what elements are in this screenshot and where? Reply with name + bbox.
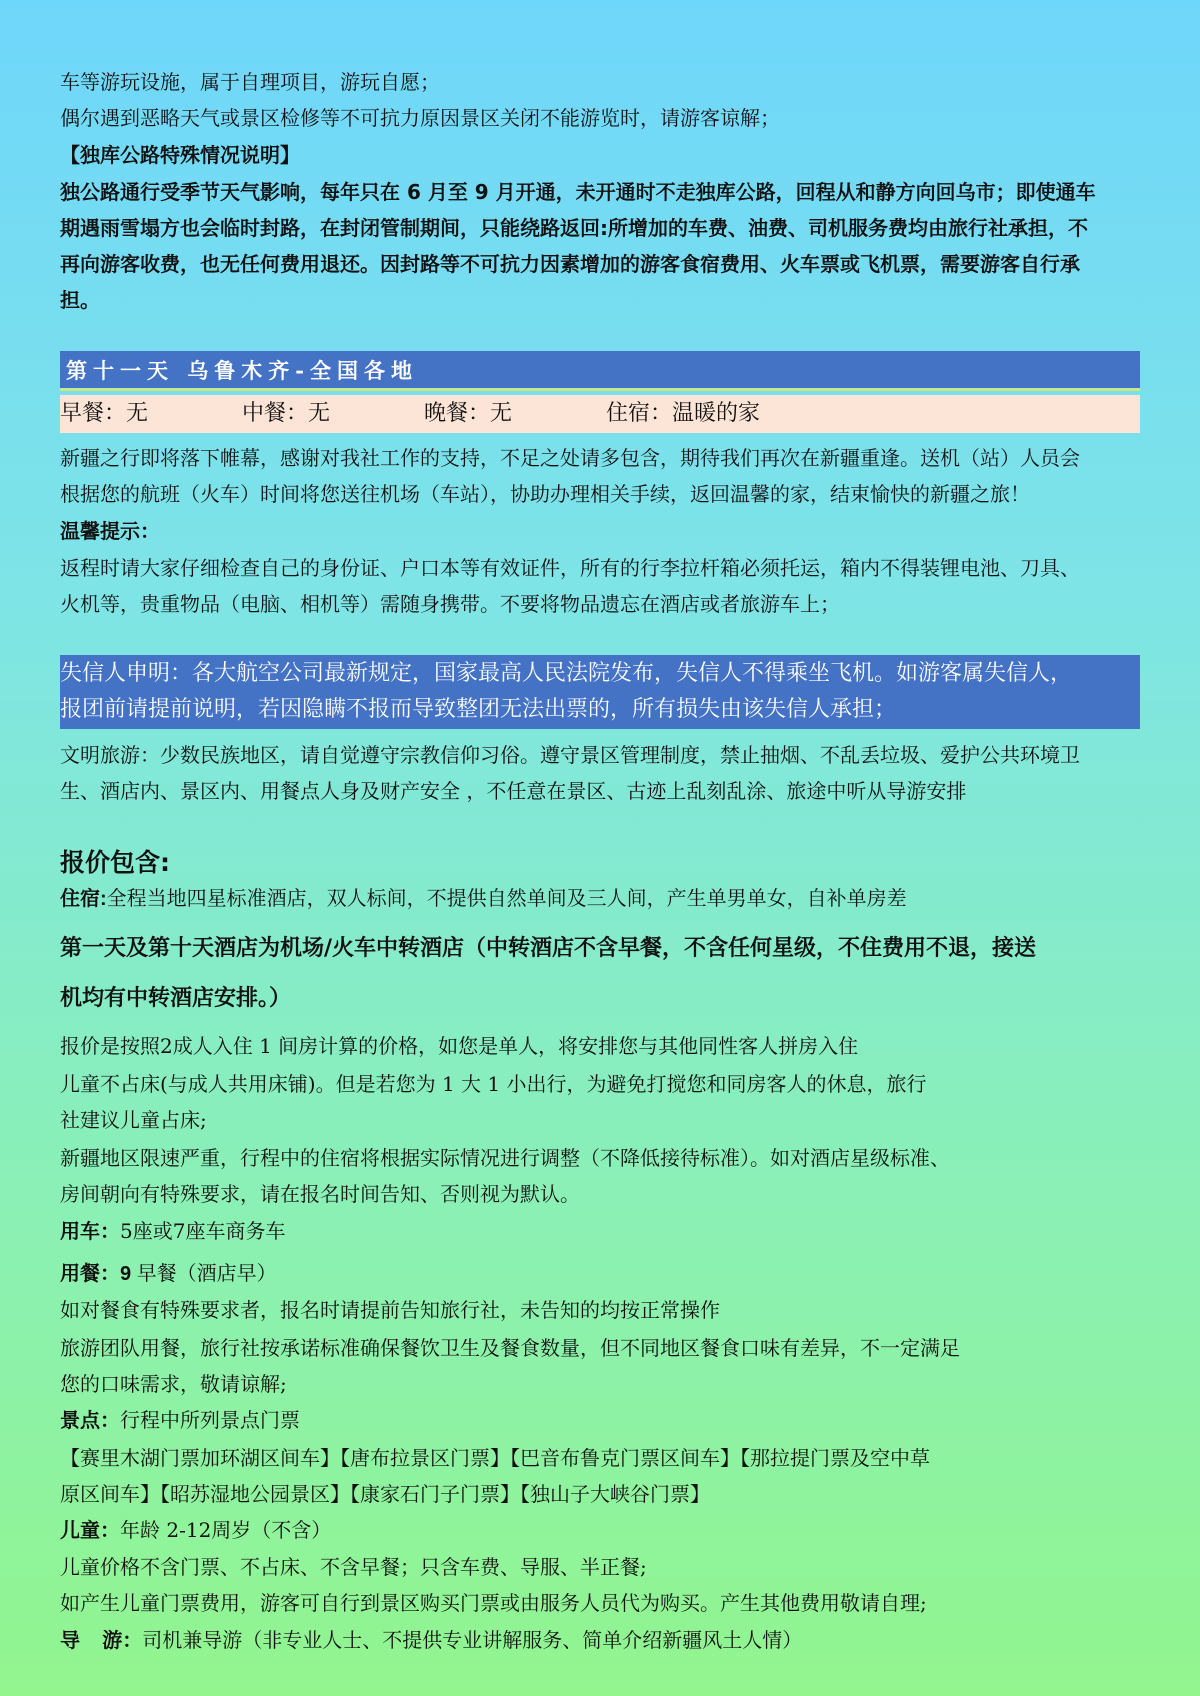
intro-line-2: 偶尔遇到恶略天气或景区检修等不可抗力原因景区关闭不能游览时，请游客谅解； bbox=[60, 106, 780, 130]
room-line-3: 社建议儿童占床; bbox=[60, 1108, 207, 1132]
civilized-line-2: 生、酒店内、景区内、用餐点人身及财产安全 ，不任意在景区、古迹上乱刻乱涂、旅途中听从导游安排 bbox=[60, 779, 967, 803]
dukuroad-heading: 【独库公路特殊情况说明】 bbox=[60, 143, 300, 167]
child-text: 年龄 2-12周岁（不含） bbox=[120, 1518, 332, 1542]
lunch-info: 中餐：无 bbox=[242, 401, 331, 426]
room-line-1: 报价是按照2成人入住 1 间房计算的价格，如您是单人，将安排您与其他同性客人拼房入住 bbox=[60, 1034, 859, 1058]
child-line-1: 儿童价格不含门票、不占床、不含早餐；只含车费、导服、半正餐; bbox=[60, 1555, 647, 1579]
includes-heading: 报价包含: bbox=[60, 848, 170, 877]
meal-count: 9 bbox=[120, 1263, 137, 1285]
tips-heading: 温馨提示： bbox=[60, 519, 160, 543]
meal-line-3: 您的口味需求，敬请谅解; bbox=[60, 1372, 287, 1396]
dishonest-line-2: 报团前请提前说明，若因隐瞒不报而导致整团无法出票的，所有损失由该失信人承担； bbox=[60, 697, 897, 722]
guide-text: 司机兼导游（非专业人士、不提供专业讲解服务、简单介绍新疆风土人情） bbox=[142, 1628, 803, 1652]
day11-title-banner: 第十一天 乌鲁木齐-全国各地 bbox=[60, 351, 1140, 391]
meal-line-1: 如对餐食有特殊要求者，报名时请提前告知旅行社，未告知的均按正常操作 bbox=[60, 1298, 720, 1322]
tips-line-1: 返程时请大家仔细检查自己的身份证、户口本等有效证件，所有的行李拉杆箱必须托运，箱内不得装锂电池、刀具、 bbox=[60, 556, 1080, 580]
intro-line-1: 车等游玩设施，属于自理项目，游玩自愿； bbox=[60, 70, 440, 94]
dukuroad-line-1: 独公路通行受季节天气影响，每年只在 6 月至 9 月开通，未开通时不走独库公路，回程从和静方向回乌市；即使通车 bbox=[60, 180, 1096, 204]
dishonest-notice-box bbox=[60, 655, 1140, 729]
room-line-5: 房间朝向有特殊要求，请在报名时间告知、否则视为默认。 bbox=[60, 1182, 580, 1206]
lodging-info: 住宿：温暖的家 bbox=[606, 401, 761, 426]
dishonest-line-1: 失信人申明：各大航空公司最新规定，国家最高人民法院发布，失信人不得乘坐飞机。如游客属失信人， bbox=[60, 661, 1073, 686]
car-label: 用车： bbox=[60, 1221, 120, 1243]
meal-line bbox=[60, 1255, 1140, 1292]
guide-label: 导 游： bbox=[60, 1630, 143, 1652]
room-line-4: 新疆地区限速严重，行程中的住宿将根据实际情况进行调整（不降低接待标准）。如对酒店星级标准、 bbox=[60, 1146, 950, 1170]
child-label: 儿童： bbox=[60, 1520, 120, 1542]
room-line-2: 儿童不占床(与成人共用床铺)。但是若您为 1 大 1 小出行，为避免打搅您和同房客人的休息，旅行 bbox=[60, 1072, 927, 1096]
meal-line-2: 旅游团队用餐，旅行社按承诺标准确保餐饮卫生及餐食数量，但不同地区餐食口味有差异，不一定满足 bbox=[60, 1336, 960, 1360]
spot-list-line-1: 【赛里木湖门票加环湖区间车】【唐布拉景区门票】【巴音布鲁克门票区间车】【那拉提门票及空中草 bbox=[60, 1446, 930, 1470]
child-line-2: 如产生儿童门票费用，游客可自行到景区购买门票或由服务人员代为购买。产生其他费用敬请自理; bbox=[60, 1591, 927, 1615]
hotel-label: 住宿: bbox=[60, 888, 107, 910]
day11-desc-line-1: 新疆之行即将落下帷幕，感谢对我社工作的支持，不足之处请多包含，期待我们再次在新疆重逢。送机（站）人员会 bbox=[60, 446, 1080, 470]
breakfast-info: 早餐：无 bbox=[60, 401, 149, 426]
dukuroad-line-3: 再向游客收费，也无任何费用退还。因封路等不可抗力因素增加的游客食宿费用、火车票或飞机票，需要游客自行承 bbox=[60, 252, 1080, 276]
hotel-text: 全程当地四星标准酒店，双人标间，不提供自然单间及三人间，产生单男单女，自补单房差 bbox=[106, 886, 907, 910]
car-line bbox=[60, 1213, 1140, 1250]
dinner-info: 晚餐：无 bbox=[424, 401, 513, 426]
civilized-line-1: 文明旅游：少数民族地区，请自觉遵守宗教信仰习俗。遵守景区管理制度，禁止抽烟、不乱丢垃圾、爱护公共环境卫 bbox=[60, 743, 1080, 767]
car-text: 5座或7座车商务车 bbox=[120, 1219, 286, 1243]
tips-line-2: 火机等，贵重物品（电脑、相机等）需随身携带。不要将物品遗忘在酒店或者旅游车上； bbox=[60, 592, 840, 616]
guide-line bbox=[60, 1622, 1140, 1659]
day11-desc-line-2: 根据您的航班（火车）时间将您送往机场（车站），协助办理相关手续，返回温馨的家，结束愉快的新疆之旅！ bbox=[60, 482, 1030, 506]
meal-label: 用餐： bbox=[60, 1263, 120, 1285]
hotel-line bbox=[60, 880, 1140, 917]
day11-meals-bar bbox=[60, 395, 1140, 433]
dukuroad-line-4: 担。 bbox=[60, 288, 100, 312]
spot-line bbox=[60, 1402, 1140, 1439]
transit-line-2: 机均有中转酒店安排。） bbox=[60, 986, 292, 1011]
transit-line-1: 第一天及第十天酒店为机场/火车中转酒店（中转酒店不含早餐，不含任何星级，不住费用不退，接送 bbox=[60, 936, 1037, 961]
dukuroad-line-2: 期遇雨雪塌方也会临时封路，在封闭管制期间，只能绕路返回:所增加的车费、油费、司机服务费均由旅行社承担，不 bbox=[60, 216, 1088, 240]
meal-text: 早餐（酒店早） bbox=[136, 1261, 277, 1285]
spot-label: 景点： bbox=[60, 1410, 120, 1432]
spot-text: 行程中所列景点门票 bbox=[120, 1408, 300, 1432]
child-line bbox=[60, 1512, 1140, 1549]
spot-list-line-2: 原区间车】【昭苏湿地公园景区】【康家石门子门票】【独山子大峡谷门票】 bbox=[60, 1482, 710, 1506]
